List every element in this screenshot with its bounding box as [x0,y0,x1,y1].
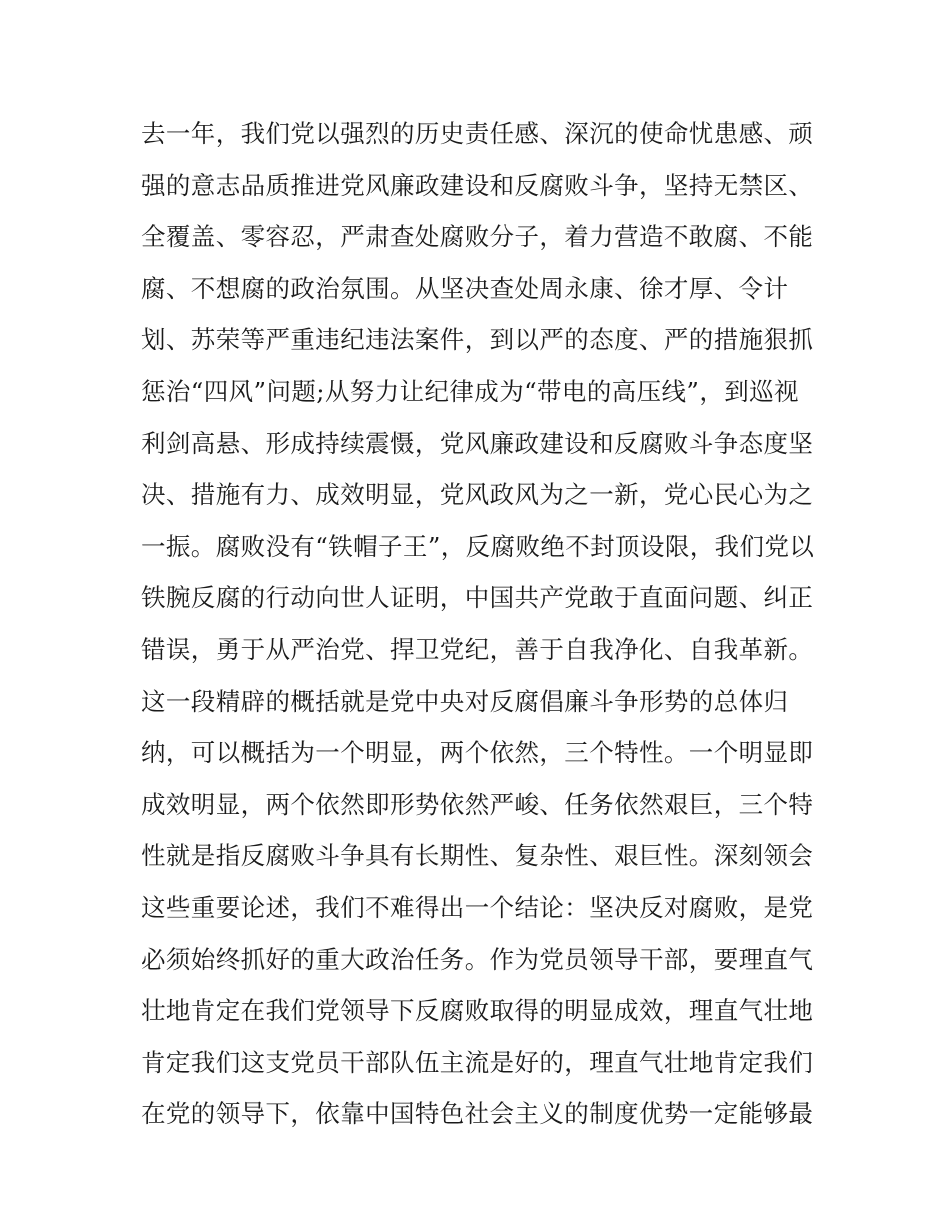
text-line: 成效明显，两个依然即形势依然严峻、任务依然艰巨，三个特 [141,789,814,819]
text-line: 必须始终抓好的重大政治任务。作为党员领导干部，要理直气 [141,944,814,974]
text-line: 这些重要论述，我们不难得出一个结论：坚决反对腐败，是党 [141,892,814,922]
body-paragraph [141,108,821,1140]
text-line: 惩治“四风”问题;从努力让纪律成为“带电的高压线”，到巡视 [141,376,799,406]
text-line: 全覆盖、零容忍，严肃查处腐败分子，着力营造不敢腐、不能 [141,222,814,252]
text-line: 强的意志品质推进党风廉政建设和反腐败斗争，坚持无禁区、 [141,170,814,200]
text-line: 去一年，我们党以强烈的历史责任感、深沉的使命忧患感、顽 [141,119,814,148]
text-line: 这一段精辟的概括就是党中央对反腐倡廉斗争形势的总体归 [141,686,789,716]
text-line: 壮地肯定在我们党领导下反腐败取得的明显成效，理直气壮地 [141,996,814,1026]
text-line: 腐、不想腐的政治氛围。从坚决查处周永康、徐才厚、令计 [141,273,789,303]
text-line: 铁腕反腐的行动向世人证明，中国共产党敢于直面问题、纠正 [141,583,814,613]
text-line: 决、措施有力、成效明显，党风政风为之一新，党心民心为之 [141,480,814,510]
text-line: 划、苏荣等严重违纪违法案件，到以严的态度、严的措施狠抓 [141,325,814,355]
text-line: 在党的领导下，依靠中国特色社会主义的制度优势一定能够最 [141,1099,814,1129]
text-line: 一振。腐败没有“铁帽子王”，反腐败绝不封顶设限，我们党以 [141,531,815,561]
text-line: 肯定我们这支党员干部队伍主流是好的，理直气壮地肯定我们 [141,1047,814,1077]
text-line: 利剑高悬、形成持续震慑，党风廉政建设和反腐败斗争态度坚 [141,428,814,458]
text-line: 性就是指反腐败斗争具有长期性、复杂性、艰巨性。深刻领会 [141,841,814,871]
text-line: 纳，可以概括为一个明显，两个依然，三个特性。一个明显即 [141,738,814,768]
text-line: 错误，勇于从严治党、捍卫党纪，善于自我净化、自我革新。 [141,634,814,664]
